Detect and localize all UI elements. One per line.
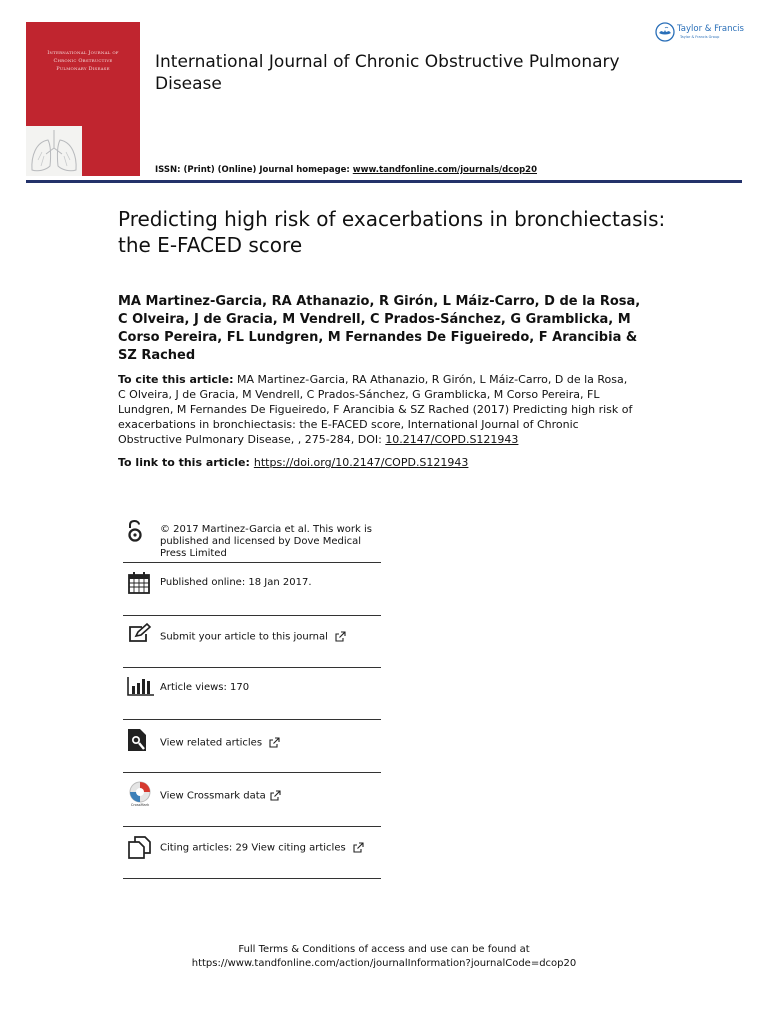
- article-authors: MA Martinez-Garcia, RA Athanazio, R Girón, L Máiz-Carro, D de la Rosa, C Olveira, J de Gracia, M Vendrell, C Prados-Sánchez, G Gramblicka, M Corso Pereira, FL Lundgren, M Fernandes De Figueiredo, F Arancibia & SZ Rached: [118, 294, 641, 363]
- calendar-icon: [127, 571, 151, 595]
- info-divider: [123, 878, 381, 879]
- citation-block: [118, 372, 638, 447]
- article-doi-link[interactable]: https://doi.org/10.2147/COPD.S121943: [253, 456, 469, 469]
- link-label: To link to this article:: [118, 456, 250, 469]
- bar-chart-icon: [127, 676, 155, 696]
- submit-article-label: Submit your article to this journal: [160, 631, 328, 643]
- publisher-group-name: Taylor & Francis Group: [680, 35, 720, 39]
- open-access-icon: [127, 519, 143, 543]
- article-title: Predicting high risk of exacerbations in bronchiectasis: the E-FACED score: [118, 207, 666, 257]
- edit-icon: [127, 623, 153, 645]
- header-divider: [26, 180, 742, 183]
- issn-line: [155, 165, 537, 175]
- cover-title: [26, 49, 140, 73]
- footer-terms-link[interactable]: https://www.tandfonline.com/action/journalInformation?journalCode=dcop20: [191, 958, 577, 969]
- related-articles-search-icon: [127, 728, 147, 752]
- cite-text: MA Martinez-Garcia, RA Athanazio, R Girón, L Máiz-Carro, D de la Rosa, C Olveira, J de Gracia, M Vendrell, C Prados-Sánchez, G Gramblicka, M Corso Pereira, FL Lundgren, M Fernandes De Figueiredo, F Arancibia & SZ Rached (2017) Predicting high risk of exacerbations in bronchiectasis: the E-FACED score, International Journal of Chronic Obstructive Pulmonary Disease, , 275-284, DOI:: [118, 373, 633, 446]
- citing-articles-link[interactable]: [160, 842, 364, 855]
- citing-articles-icon: [127, 835, 153, 859]
- info-divider: [123, 826, 381, 827]
- journal-homepage-link[interactable]: www.tandfonline.com/journals/dcop20: [352, 165, 537, 175]
- license-line: © 2017 Martinez-Garcia et al. This work is: [160, 524, 372, 535]
- journal-title: International Journal of Chronic Obstructive Pulmonary Disease: [155, 52, 620, 94]
- license-line: Press Limited: [160, 548, 227, 559]
- license-line: published and licensed by Dove Medical: [160, 536, 362, 547]
- cover-title-line: Pulmonary Disease: [56, 66, 110, 72]
- external-link-icon: [353, 842, 364, 853]
- cite-doi-link[interactable]: 10.2147/COPD.S121943: [385, 433, 519, 446]
- published-online: Published online: 18 Jan 2017.: [160, 577, 312, 588]
- publisher-name: Taylor & Francis: [677, 24, 744, 34]
- view-related-articles-link[interactable]: [160, 737, 280, 750]
- info-divider: [123, 719, 381, 720]
- article-views: Article views: 170: [160, 682, 250, 693]
- citing-articles-label: Citing articles: 29 View citing articles: [160, 842, 346, 854]
- external-link-icon: [270, 790, 281, 801]
- crossmark-label: View Crossmark data: [160, 790, 266, 802]
- info-divider: [123, 562, 381, 563]
- related-articles-label: View related articles: [160, 737, 263, 749]
- external-link-icon: [335, 631, 346, 642]
- issn-text: ISSN: (Print) (Online) Journal homepage:: [155, 165, 353, 175]
- info-divider: [123, 772, 381, 773]
- info-divider: [123, 615, 381, 616]
- journal-cover-image: [26, 22, 140, 176]
- lung-illustration: [26, 126, 82, 176]
- view-crossmark-link[interactable]: [160, 790, 281, 803]
- article-link-block: [118, 455, 638, 470]
- footer-terms: [0, 943, 768, 971]
- info-divider: [123, 667, 381, 668]
- cover-title-line: International Journal of: [47, 50, 119, 56]
- license-text: [160, 524, 372, 560]
- cite-label: To cite this article:: [118, 373, 234, 386]
- external-link-icon: [269, 737, 280, 748]
- cover-title-line: Chronic Obstructive: [53, 58, 113, 64]
- footer-line-1: Full Terms & Conditions of access and use can be found at: [238, 944, 530, 955]
- taylor-francis-lamp-icon: [655, 22, 675, 42]
- crossmark-logo-text: CrossMark: [130, 803, 150, 807]
- submit-article-link[interactable]: [160, 631, 346, 644]
